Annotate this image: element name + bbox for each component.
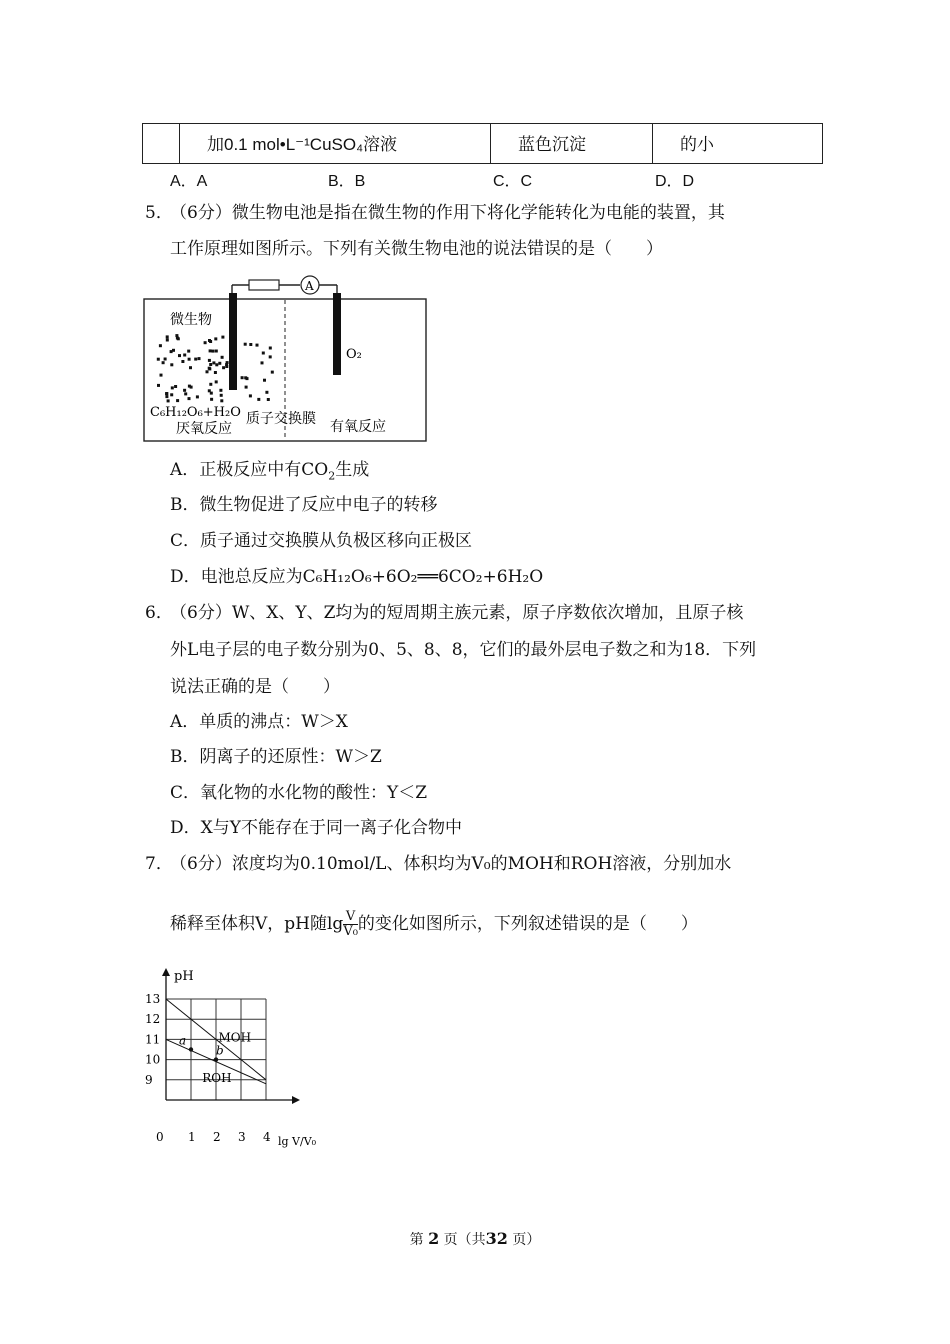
microbe-dot [194,358,197,361]
y-axis-label: pH [174,969,194,984]
membrane-label: 质子交换膜 [246,411,316,427]
point-label-a: a [179,1033,187,1048]
table-cell-phenomenon: 蓝色沉淀 [518,135,586,154]
lg-fraction [343,910,358,939]
point-a [189,1047,193,1051]
microbe-dot [269,355,272,358]
microbe-dot [210,398,213,401]
footer-pre: 第 [409,1232,424,1248]
footer-total-pages: 32 [485,1229,508,1248]
fraction-numerator: V [343,910,358,925]
microbe-dot [175,334,178,337]
microbe-dot [159,344,162,347]
microbe-dot [174,385,177,388]
x-tick-label: 2 [213,1130,221,1144]
microbe-dot [220,399,223,402]
microbe-dot [160,374,163,377]
q6-stem-line3: 说法正确的是（ ） [170,677,340,697]
microbe-dot [209,383,212,386]
microbe-dot [244,343,247,346]
microbial-cell-diagram [140,272,432,444]
reactants-label: C₆H₁₂O₆+H₂O [150,405,241,420]
microbe-dot [241,376,244,379]
ammeter-label: A [305,279,314,293]
microbe-dot [209,363,212,366]
microbe-dot [209,349,212,352]
o2-label: O₂ [346,347,362,362]
microbe-dot [214,337,217,340]
q6-number: 6． [145,603,173,623]
microbe-dot [225,365,228,368]
microbe-dot [170,393,173,396]
anaerobic-label: 厌氧反应 [176,421,232,437]
microbe-dot [215,363,218,366]
x-tick-label: 3 [238,1130,246,1144]
microbe-dot [222,366,225,369]
microbe-dot [167,399,170,402]
y-axis-arrow [162,968,170,976]
microbe-dot [183,354,186,357]
microbe-dot [249,343,252,346]
microbe-dot [157,384,160,387]
microbe-dot [218,362,221,365]
q5-option-c[interactable]: C．质子通过交换膜从负极区移向正极区 [170,531,473,551]
anode-electrode [229,293,237,390]
microbe-dot [183,389,186,392]
microbe-dot [245,386,248,389]
microbe-dot [188,358,191,361]
microbe-dot [214,371,217,374]
q7-stem-line1: （6分）浓度均为0.10mol/L、体积均为V₀的MOH和ROH溶液，分别加水 [170,854,732,874]
q5-option-b[interactable]: B．微生物促进了反应中电子的转移 [170,495,438,515]
microbe-dot [178,354,181,357]
microbe-dot [184,392,187,395]
microbe-dot [206,370,209,373]
point-b [214,1057,218,1061]
q7-line2-post: 的变化如图所示，下列叙述错误的是（ ） [357,914,698,934]
microbe-dot [172,349,175,352]
microbe-dot [188,397,191,400]
q6-option-b[interactable]: B．阴离子的还原性：W＞Z [170,747,382,767]
q5-number: 5． [145,203,173,223]
microbe-dot [208,339,211,342]
resistor-icon [249,280,279,290]
q4-choice-a[interactable]: A．A [170,173,208,190]
q4-choice-c[interactable]: C．C [493,173,533,190]
answer-table-row [142,123,823,164]
microbe-dot [256,344,259,347]
q6-stem-line1: （6分）W、X、Y、Z均为的短周期主族元素，原子序数依次增加，且原子核 [170,603,744,623]
microbe-dot [196,395,199,398]
microbe-dot [265,391,268,394]
q5-option-d[interactable]: D．电池总反应为C₆H₁₂O₆+6O₂══6CO₂+6H₂O [170,567,544,587]
microbe-dot [269,347,272,350]
microbe-dots [157,334,274,402]
x-tick-label: 4 [263,1130,271,1144]
microbe-dot [176,399,179,402]
microbe-label: 微生物 [170,312,212,328]
microbe-dot [170,363,173,366]
footer-mid: 页（共 [443,1232,486,1248]
q5-stem-line1: （6分）微生物电池是指在微生物的作用下将化学能转化为电能的装置，其 [170,203,725,223]
microbe-dot [198,357,201,360]
microbe-dot [210,392,213,395]
x-axis-arrow [292,1096,300,1104]
microbe-dot [204,341,207,344]
x-tick-label: 1 [188,1130,196,1144]
microbe-dot [165,395,168,398]
microbe-dot [271,371,274,374]
microbe-dot [244,376,247,379]
microbe-dot [221,336,224,339]
microbe-dot [189,366,192,369]
table-divider [179,124,180,163]
y-tick-label: 11 [145,1032,161,1047]
x-axis-label: lg V/V₀ [278,1135,317,1148]
microbe-dot [208,367,211,370]
series-label-roh: ROH [202,1070,232,1085]
y-tick-label: 10 [145,1052,161,1067]
q7-line2-pre: 稀释至体积V，pH随lg [170,914,344,934]
microbe-dot [263,379,266,382]
microbe-dot [257,398,260,401]
series-label-moh: MOH [218,1030,252,1045]
microbe-dot [267,398,270,401]
q4-choice-d[interactable]: D．D [655,173,695,190]
y-tick-label: 12 [145,1012,161,1027]
microbe-dot [215,350,218,353]
cathode-electrode [333,293,341,375]
table-divider [490,124,491,163]
microbe-dot [221,356,224,359]
microbe-dot [166,339,169,342]
y-tick-label: 9 [145,1072,153,1087]
q5-option-a[interactable]: A．正极反应中有$CO_2$生成 [170,460,370,483]
point-label-b: b [216,1043,224,1058]
q5-stem-line2: 工作原理如图所示。下列有关微生物电池的说法错误的是（ ） [170,239,663,259]
q6-option-a[interactable]: A．单质的沸点：W＞X [170,712,348,732]
microbe-dot [166,335,169,338]
microbe-dot [187,350,190,353]
y-tick-label: 13 [145,992,161,1006]
table-divider [652,124,653,163]
q6-option-d[interactable]: D．X与Y不能存在于同一离子化合物中 [170,818,462,838]
microbe-dot [262,352,265,355]
fraction-denominator: V₀ [343,924,358,939]
microbe-dot [162,361,165,364]
footer-post: 页） [512,1232,541,1248]
microbe-dot [249,394,252,397]
q7-number: 7． [145,854,173,874]
microbe-dot [188,385,191,388]
footer-page-number: 2 [428,1229,440,1248]
table-cell-reagent: 加0.1 mol•L⁻¹CuSO₄溶液 [207,135,398,154]
microbe-dot [164,358,167,361]
q7-stem-line2 [170,902,698,946]
microbe-dot [261,361,264,364]
microbe-dot [219,389,222,392]
ph-dilution-chart [140,960,320,1160]
microbe-dot [165,392,168,395]
microbe-dot [215,380,218,383]
microbe-dot [212,361,215,364]
microbe-dot [208,359,211,362]
page-footer [0,1229,950,1249]
microbe-dot [212,350,215,353]
microbe-dot [171,386,174,389]
microbe-dot [220,394,223,397]
q6-option-c[interactable]: C．氧化物的水化物的酸性：Y＜Z [170,783,428,803]
x-tick-label: 0 [156,1130,164,1144]
q6-stem-line2: 外L电子层的电子数分别为0、5、8、8，它们的最外层电子数之和为18．下列 [170,640,757,660]
table-cell-conclusion: 的小 [680,135,714,154]
q4-choice-b[interactable]: B．B [328,173,366,190]
microbe-dot [157,358,160,361]
microbe-dot [181,360,184,363]
aerobic-label: 有氧反应 [330,419,386,435]
